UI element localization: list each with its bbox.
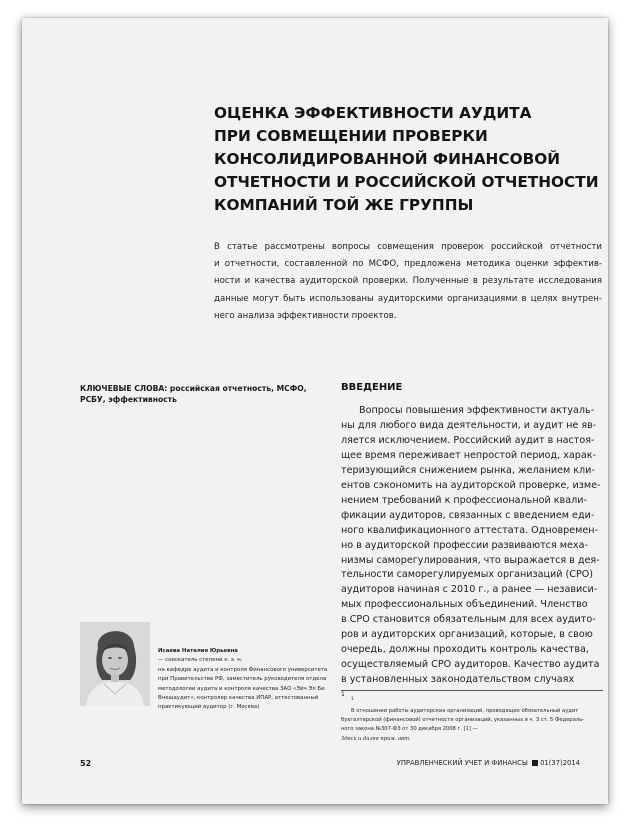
body-line: мых профессиональных объединений. Членство [341, 599, 588, 611]
bio-text: — соискатель степени к. э. н. [158, 657, 243, 664]
body-line: фикации аудиторов, связанных с введением еди- [341, 509, 595, 521]
body-line: низмы саморегулирования, что выражается в дея- [341, 554, 600, 566]
running-footer [397, 759, 580, 767]
bio-line: методологии аудита и контроля качества ЗАО «Эйч Эл Би [158, 685, 325, 692]
footnote-line-last [341, 725, 603, 743]
body-line: щее время переживает непростой период, харак- [341, 449, 597, 461]
author-photo [80, 622, 150, 706]
body-line-text: в установленных законодательством случаях [341, 674, 575, 686]
abstract-line: В статье рассмотрены вопросы совмещения проверок российской отчетности [214, 242, 602, 252]
abstract-line: данные могут быть использованы аудиторскими организациями в целях внутрен- [214, 293, 602, 304]
body-line: ентов сэкономить на аудиторской проверке, изме- [341, 479, 601, 491]
abstract-line: и отчетности, составленной по МСФО, предложена методика оценки эффектив- [214, 259, 602, 270]
body-line: нением требований к профессиональной квали- [341, 494, 587, 506]
page-number: 52 [80, 759, 92, 768]
footnote-marker: 1 [351, 696, 354, 701]
document-page [22, 18, 608, 804]
footnote-text: В отношении работы аудиторских организаций, проводящих обязательный аудит [351, 707, 579, 714]
author-name: Исаева Наталия Юрьевна [158, 648, 238, 654]
keywords-label: КЛЮЧЕВЫЕ СЛОВА: [80, 384, 168, 393]
footnote-text: ного закона №307-ФЗ от 30 декабря 2008 г. [1] — [341, 726, 478, 733]
journal-name: УПРАВЛЕНЧЕСКИЙ УЧЕТ И ФИНАНСЫ [396, 759, 528, 767]
article-abstract [214, 239, 602, 325]
body-line: теризующийся снижением рынка, желанием кли- [341, 464, 595, 476]
title-line: КОМПАНИЙ ТОЙ ЖЕ ГРУППЫ [214, 196, 474, 214]
journal-issue: 01(37)2014 [540, 759, 580, 767]
title-line: КОНСОЛИДИРОВАННОЙ ФИНАНСОВОЙ [214, 150, 561, 168]
body-line: в СРО становится обязательным для всех аудито- [341, 614, 596, 626]
section-title: ВВЕДЕНИЕ [341, 382, 403, 393]
author-portrait-image [80, 622, 150, 706]
body-line: Вопросы повышения эффективности актуаль- [359, 405, 595, 416]
keywords [80, 384, 320, 405]
abstract-line: ности и качества аудиторской проверки. Полученные в результате исследования [214, 276, 602, 287]
body-line: ного квалификационного аттестата. Одновремен- [341, 524, 599, 536]
body-line: ляется исключением. Российский аудит в настоя- [341, 434, 595, 446]
title-line: ОЦЕНКА ЭФФЕКТИВНОСТИ АУДИТА [214, 104, 532, 122]
bio-line: при Правительстве РФ, заместитель руководителя отдела [158, 676, 327, 683]
article-title [214, 102, 599, 217]
body-line: очередь, должны проходить контроль качества, [341, 644, 589, 656]
author-bio [158, 647, 328, 713]
body-line: осуществляемый СРО аудиторов. Качество аудита [341, 659, 600, 671]
body-line: но в аудиторской профессии развиваются меха- [341, 539, 588, 551]
body-line: тельности саморегулируемых организаций (СРО) [341, 569, 594, 581]
footnote-divider [341, 690, 603, 691]
footnote-line [341, 694, 603, 716]
footnote-reference[interactable]: 1 [341, 691, 345, 699]
footnote-line: бухгалтерской (финансовой) отчетности организаций, указанных в ч. 3 ст. 5 Федераль- [341, 717, 585, 724]
bio-line: на кафедре аудита и контроля Финансового университета [158, 666, 328, 673]
footnote-editor-note: Здесь и далее прим. авт. [341, 735, 411, 742]
title-line: ПРИ СОВМЕЩЕНИИ ПРОВЕРКИ [214, 127, 488, 145]
footnote [341, 694, 603, 744]
title-line: ОТЧЕТНОСТИ И РОССИЙСКОЙ ОТЧЕТНОСТИ [214, 173, 599, 191]
bio-line: Внешаудит», контролер качества ИПАР, аттестованный [158, 695, 319, 702]
bio-line: практикующий аудитор (г. Москва) [158, 704, 260, 711]
square-bullet-icon [532, 760, 538, 766]
abstract-line: него анализа эффективности проектов. [214, 310, 397, 321]
body-line: аудиторов начиная с 2010 г., а ранее — независи- [341, 584, 598, 596]
bio-first-line [158, 647, 328, 666]
keywords-text: российская отчетность, МСФО, РСБУ, эффективность [80, 384, 307, 404]
section-body [341, 404, 603, 706]
body-line: ров и аудиторских организаций, которые, в свою [341, 629, 593, 641]
body-line: ны для любого вида деятельности, и аудит не яв- [341, 419, 597, 431]
